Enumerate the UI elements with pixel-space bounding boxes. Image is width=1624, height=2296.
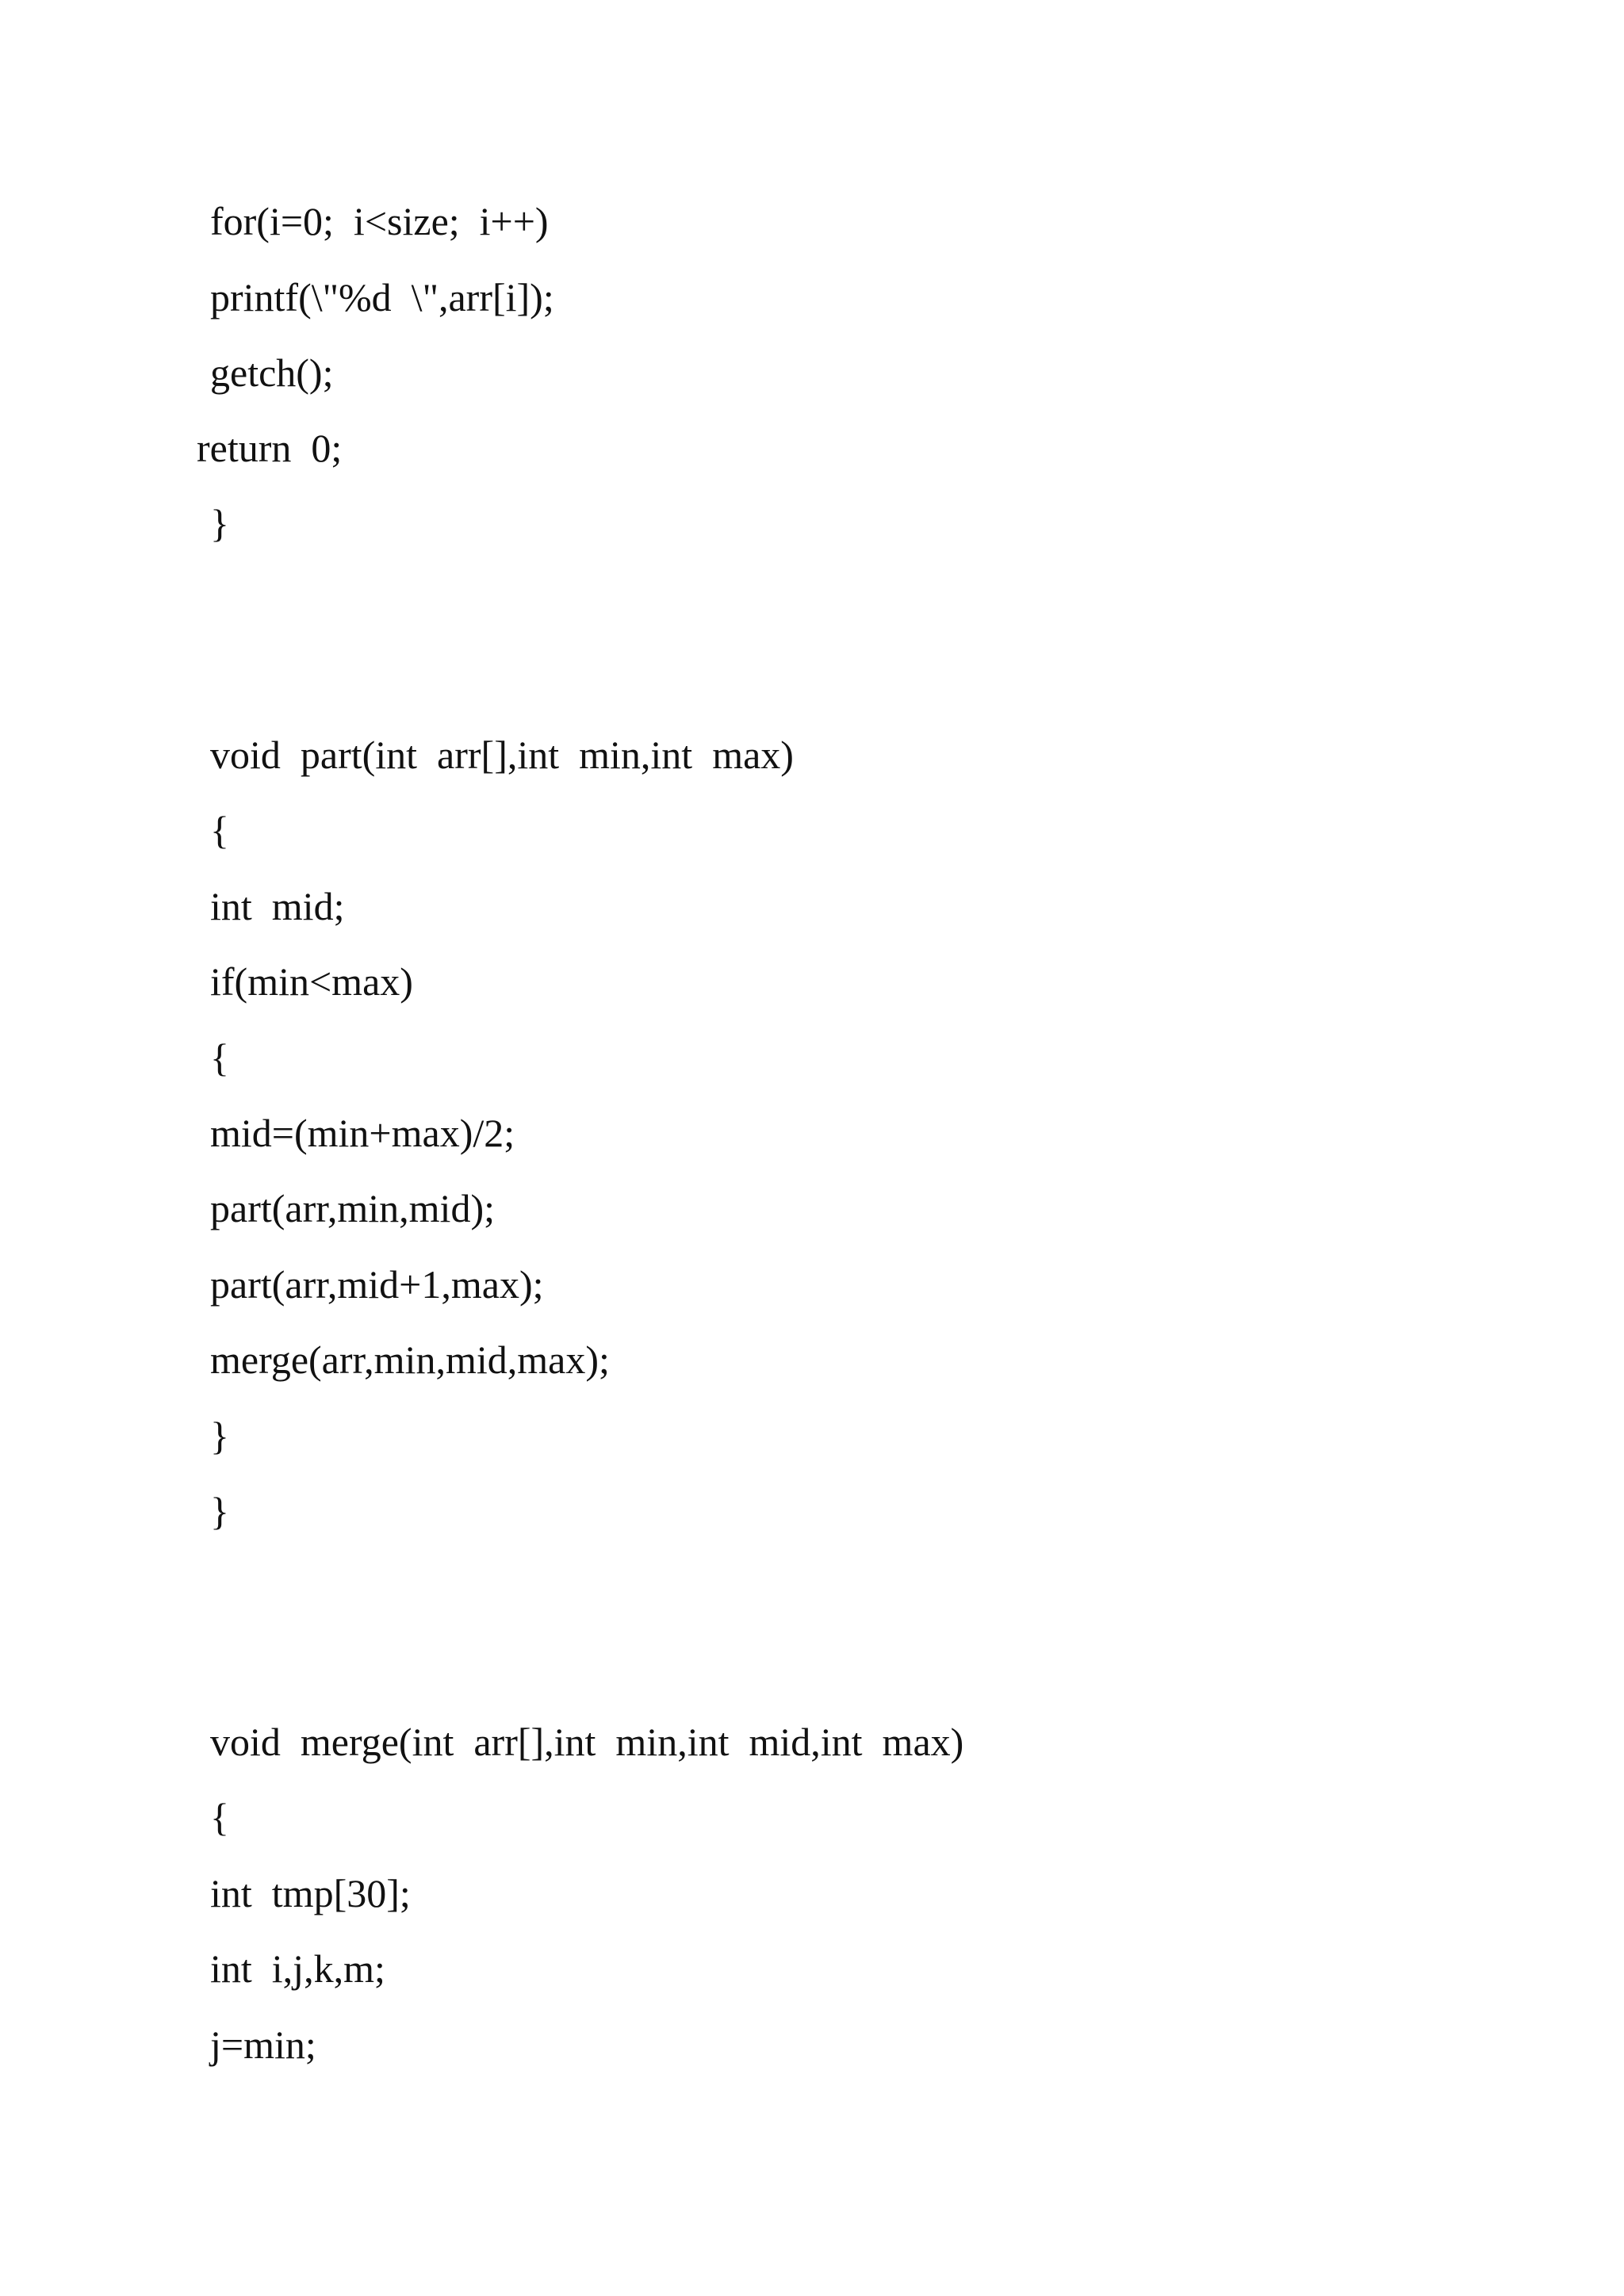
code-line: for(i=0; i<size; i++) [210, 199, 549, 243]
code-line: } [210, 501, 229, 545]
code-line: { [210, 808, 229, 852]
code-line: if(min<max) [210, 959, 413, 1004]
code-line: void part(int arr[],int min,int max) [210, 733, 794, 777]
code-line: merge(arr,min,mid,max); [210, 1337, 610, 1382]
code-line: { [210, 1035, 229, 1080]
code-line: mid=(min+max)/2; [210, 1111, 515, 1155]
code-line: j=min; [210, 2022, 316, 2067]
code-line: void merge(int arr[],int min,int mid,int max) [210, 1720, 964, 1764]
code-line: int tmp[30]; [210, 1871, 411, 1915]
code-line: } [210, 1489, 229, 1533]
code-line: return 0; [197, 426, 343, 470]
code-line: int i,j,k,m; [210, 1946, 385, 1991]
code-line: part(arr,mid+1,max); [210, 1262, 544, 1307]
code-line: { [210, 1795, 229, 1839]
code-line: } [210, 1414, 229, 1458]
code-line: int mid; [210, 884, 345, 928]
code-line: part(arr,min,mid); [210, 1186, 495, 1230]
code-line: getch(); [210, 350, 334, 395]
code-line: printf(\"%d \",arr[i]); [210, 275, 554, 320]
